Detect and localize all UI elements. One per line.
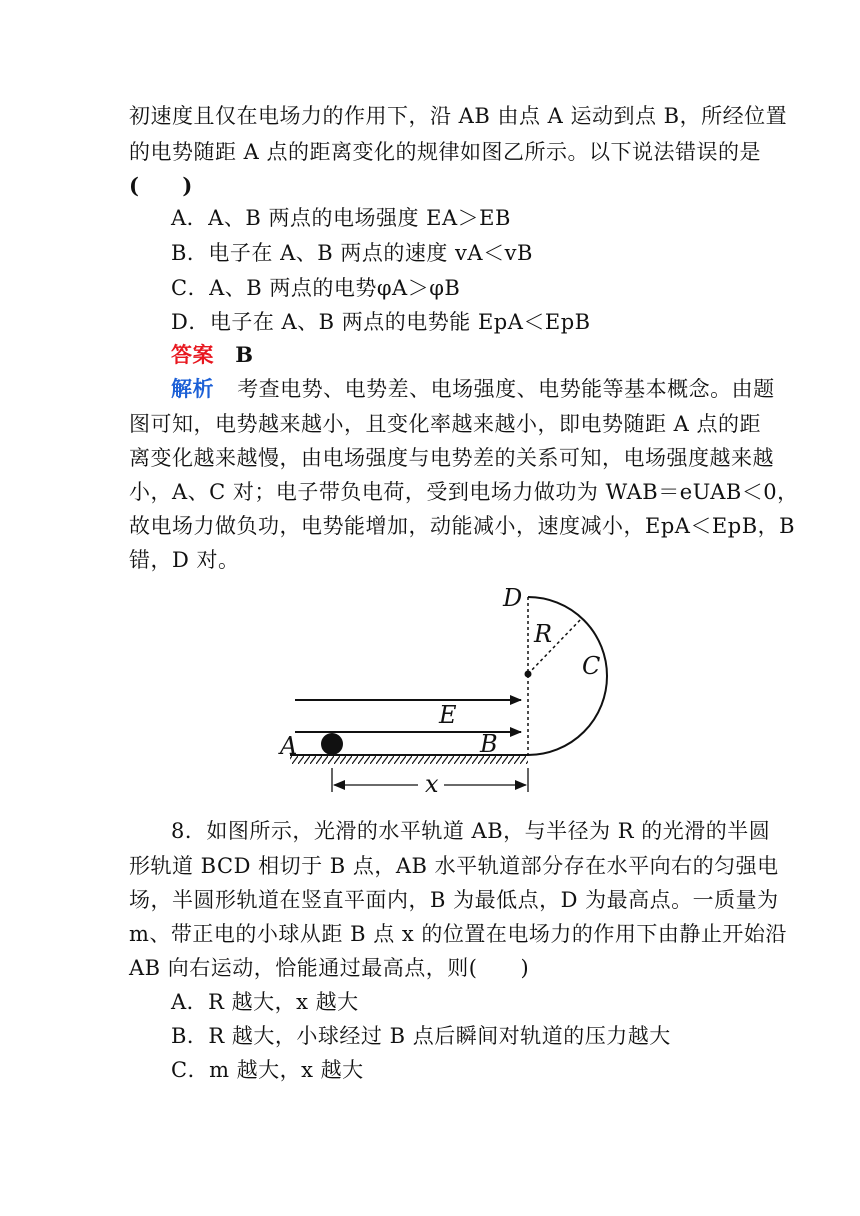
q8-option-a: A．R 越大，x 越大 — [171, 990, 359, 1014]
q7-option-b: B．电子在 A、B 两点的速度 vA＜vB — [171, 241, 533, 265]
q7-stem-line-3: ( ) — [129, 173, 193, 198]
q7-analysis-line-5: 故电场力做负功，电势能增加，动能减小，速度减小，EpA＜EpB，B — [129, 514, 796, 538]
label-c: C — [582, 652, 601, 680]
label-d: D — [503, 584, 523, 612]
q7-analysis-line-2: 图可知，电势越来越小，且变化率越来越小，即电势随距 A 点的距 — [129, 412, 762, 436]
label-a: A — [280, 732, 298, 760]
q8-option-b: B．R 越大，小球经过 B 点后瞬间对轨道的压力越大 — [171, 1024, 671, 1048]
q8-stem-line-1: 8．如图所示，光滑的水平轨道 AB，与半径为 R 的光滑的半圆 — [171, 819, 771, 843]
q8-stem-line-4: m、带正电的小球从距 B 点 x 的位置在电场力的作用下由静止开始沿 — [129, 922, 787, 946]
answer-value: B — [235, 342, 254, 367]
analysis-text-1: 考查电势、电势差、电场强度、电势能等基本概念。由题 — [237, 377, 775, 401]
q7-option-a: A．A、B 两点的电场强度 EA＞EB — [171, 206, 511, 230]
analysis-label: 解析 — [171, 376, 214, 401]
label-x: x — [425, 770, 439, 798]
q7-analysis-line-4: 小，A、C 对；电子带负电荷，受到电场力做功为 WAB＝eUAB＜0， — [129, 480, 799, 504]
label-e: E — [439, 701, 457, 729]
q8-stem-line-2: 形轨道 BCD 相切于 B 点，AB 水平轨道部分存在水平向右的匀强电 — [129, 854, 779, 878]
label-r: R — [534, 620, 553, 648]
physics-diagram — [268, 580, 618, 800]
q7-analysis-line-1 — [171, 374, 775, 404]
charged-ball — [321, 733, 343, 755]
diagram-svg — [268, 580, 618, 800]
q7-option-d: D．电子在 A、B 两点的电势能 EpA＜EpB — [171, 310, 591, 334]
q7-option-c: C．A、B 两点的电势φA＞φB — [171, 276, 461, 300]
q8-stem-line-3: 场，半圆形轨道在竖直平面内，B 为最低点，D 为最高点。一质量为 — [129, 888, 779, 912]
q8-stem-line-5: AB 向右运动，恰能通过最高点，则( ) — [129, 956, 530, 980]
q7-analysis-line-3: 离变化越来越慢，由电场强度与电势差的关系可知，电场强度越来越 — [129, 446, 774, 470]
q7-analysis-line-6: 错，D 对。 — [129, 548, 240, 572]
q7-answer — [171, 340, 253, 370]
answer-label: 答案 — [171, 342, 214, 367]
q7-stem-line-2: 的电势随距 A 点的距离变化的规律如图乙所示。以下说法错误的是 — [129, 140, 762, 164]
q8-option-c: C．m 越大，x 越大 — [171, 1058, 364, 1082]
label-b: B — [480, 730, 498, 758]
q7-stem-line-1: 初速度且仅在电场力的作用下，沿 AB 由点 A 运动到点 B，所经位置 — [129, 104, 788, 128]
